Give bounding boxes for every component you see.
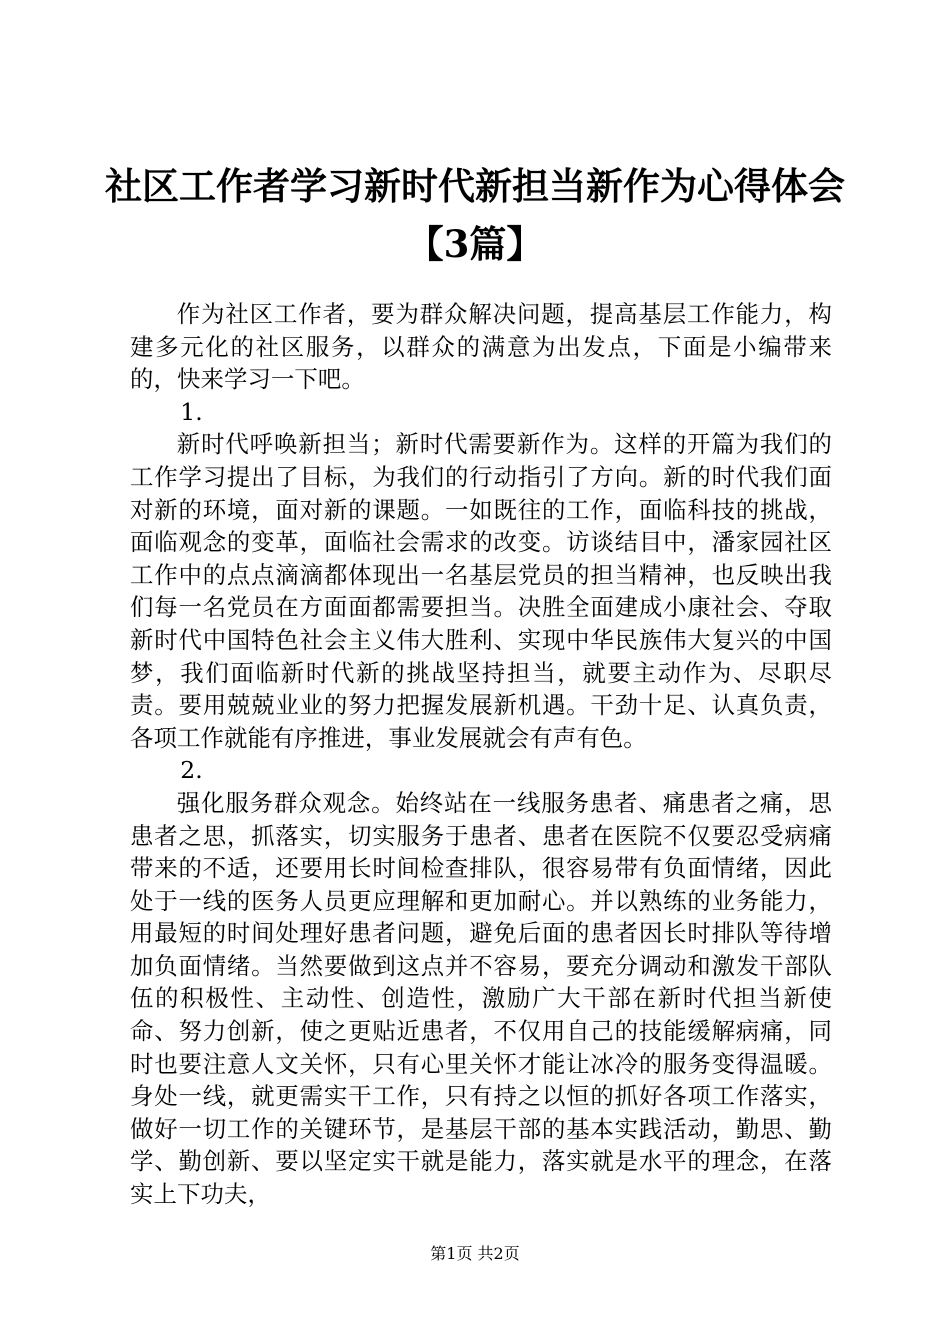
page-footer: 第1页 共2页: [430, 1244, 520, 1263]
document-body: [130, 298, 832, 1211]
document-title-line1: 社区工作者学习新时代新担当新作为心得体会: [105, 164, 845, 208]
section-1-paragraph: 新时代呼唤新担当；新时代需要新作为。这样的开篇为我们的工作学习提出了目标，为我们的行动指引了方向。新的时代我们面对新的环境，面对新的课题。一如既往的工作，面临科技的挑战，面临观念的变革，面临社会需求的改变。访谈结目中，潘家园社区工作中的点点滴滴都体现出一名基层党员的担当精神，也反映出我们每一名党员在方面面都需要担当。决胜全面建成小康社会、夺取新时代中国特色社会主义伟大胜利、实现中华民族伟大复兴的中国梦，我们面临新时代新的挑战坚持担当，就要主动作为、尽职尽责。要用兢兢业业的努力把握发展新机遇。干劲十足、认真负责，各项工作就能有序推进，事业发展就会有声有色。: [130, 430, 832, 752]
section-number-2: 2.: [180, 756, 203, 785]
intro-paragraph: 作为社区工作者，要为群众解决问题，提高基层工作能力，构建多元化的社区服务，以群众的满意为出发点，下面是小编带来的，快来学习一下吧。: [130, 300, 832, 394]
section-number-1: 1.: [180, 397, 203, 426]
section-2-paragraph: 强化服务群众观念。始终站在一线服务患者、痛患者之痛，思患者之思，抓落实，切实服务于患者、患者在医院不仅要忍受病痛带来的不适，还要用长时间检查排队，很容易带有负面情绪，因此处于一线的医务人员更应理解和更加耐心。并以熟练的业务能力，用最短的时间处理好患者问题，避免后面的患者因长时排队等待增加负面情绪。当然要做到这点并不容易，要充分调动和激发干部队伍的积极性、主动性、创造性，激励广大干部在新时代担当新使命、努力创新，使之更贴近患者，不仅用自己的技能缓解病痛，同时也要注意人文关怀，只有心里关怀才能让冰冷的服务变得温暖。身处一线，就更需实干工作，只有持之以恒的抓好各项工作落实，做好一切工作的关键环节，是基层干部的基本实践活动，勤思、勤学、勤创新、要以坚定实干就是能力，落实就是水平的理念，在落实上下功夫，: [130, 788, 832, 1209]
document-title-line2: 【3篇】: [406, 222, 544, 266]
